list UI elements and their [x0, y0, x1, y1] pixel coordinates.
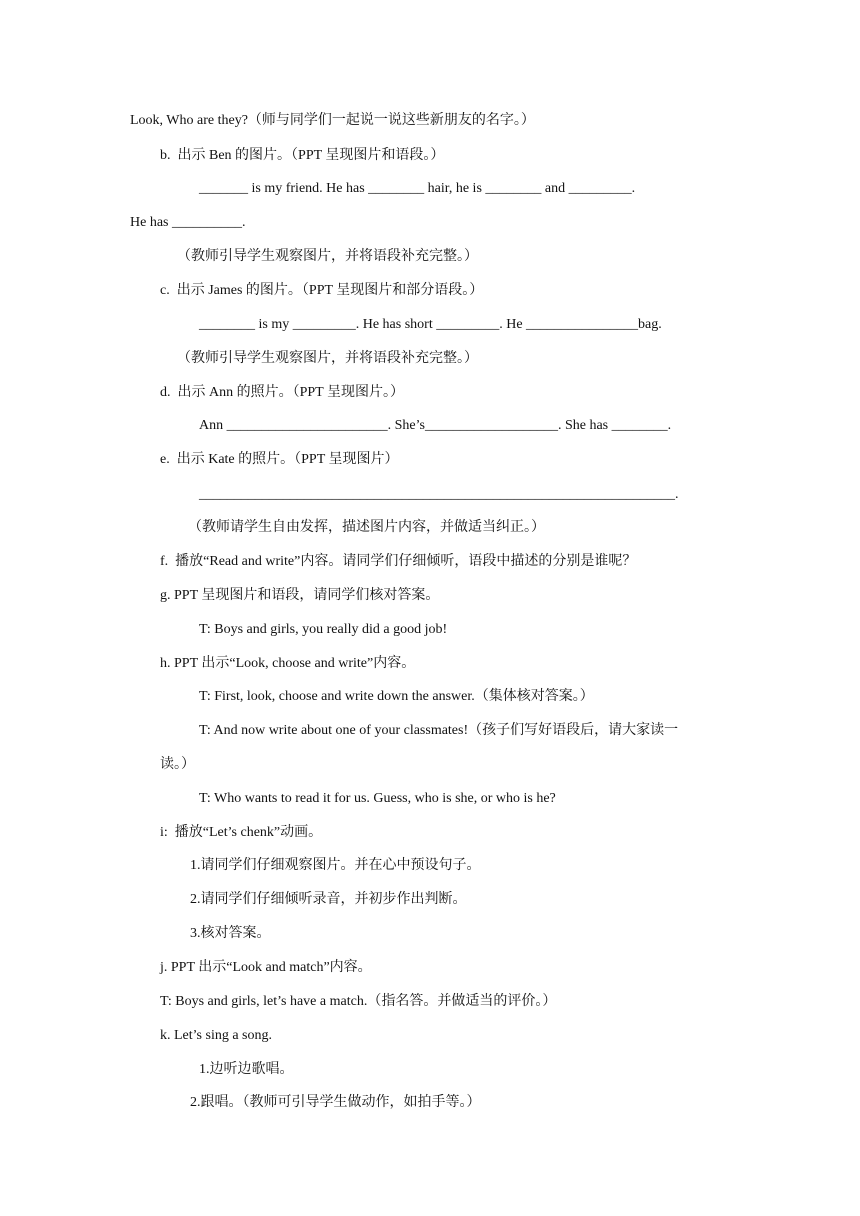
text-line-14: f. 播放“Read and write”内容。请同学们仔细倾听，语段中描述的分别是谁呢？	[160, 554, 637, 569]
text-line-6: c. 出示 James 的图片。（PPT 呈现图片和部分语段。）	[160, 283, 484, 298]
text-line-26: j. PPT 出示“Look and match”内容。	[160, 960, 372, 975]
text-line-1: Look, Who are they?（师与同学们一起说一说这些新朋友的名字。）	[130, 113, 535, 128]
text-line-24: 2.请同学们仔细倾听录音，并初步作出判断。	[190, 892, 467, 907]
text-line-27: T: Boys and girls, let’s have a match.（指名答。并做适当的评价。）	[160, 994, 557, 1009]
text-line-10: Ann _______________________. She’s___________________. She has ________.	[199, 418, 672, 433]
text-line-3: _______ is my friend. He has ________ hair, he is ________ and _________.	[199, 181, 636, 196]
text-line-13: （教师请学生自由发挥，描述图片内容，并做适当纠正。）	[188, 520, 545, 535]
text-line-29: 1.边听边歌唱。	[199, 1062, 294, 1077]
text-line-2: b. 出示 Ben 的图片。（PPT 呈现图片和语段。）	[160, 148, 445, 163]
text-line-18: T: First, look, choose and write down the answer.（集体核对答案。）	[199, 689, 594, 704]
text-line-12: ____________________________________________________________________.	[199, 487, 679, 502]
text-line-7: ________ is my _________. He has short _________. He ________________bag.	[199, 317, 662, 332]
text-line-9: d. 出示 Ann 的照片。（PPT 呈现图片。）	[160, 385, 404, 400]
text-line-30: 2.跟唱。（教师可引导学生做动作，如拍手等。）	[190, 1095, 481, 1110]
text-line-23: 1.请同学们仔细观察图片。并在心中预设句子。	[190, 858, 481, 873]
text-line-28: k. Let’s sing a song.	[160, 1028, 272, 1043]
text-line-5: （教师引导学生观察图片，并将语段补充完整。）	[177, 249, 478, 264]
text-line-11: e. 出示 Kate 的照片。（PPT 呈现图片）	[160, 452, 399, 467]
text-line-4: He has __________.	[130, 215, 246, 230]
text-line-20: 读。）	[160, 757, 195, 772]
text-line-8: （教师引导学生观察图片，并将语段补充完整。）	[177, 351, 478, 366]
text-line-19: T: And now write about one of your classmates!（孩子们写好语段后，请大家读一	[199, 723, 679, 738]
text-line-22: i: 播放“Let’s chenk”动画。	[160, 825, 323, 840]
text-line-25: 3.核对答案。	[190, 926, 271, 941]
text-line-16: T: Boys and girls, you really did a good job!	[199, 622, 448, 637]
text-line-21: T: Who wants to read it for us. Guess, who is she, or who is he?	[199, 791, 556, 806]
text-line-17: h. PPT 出示“Look, choose and write”内容。	[160, 656, 416, 671]
text-line-15: g. PPT 呈现图片和语段，请同学们核对答案。	[160, 588, 440, 603]
